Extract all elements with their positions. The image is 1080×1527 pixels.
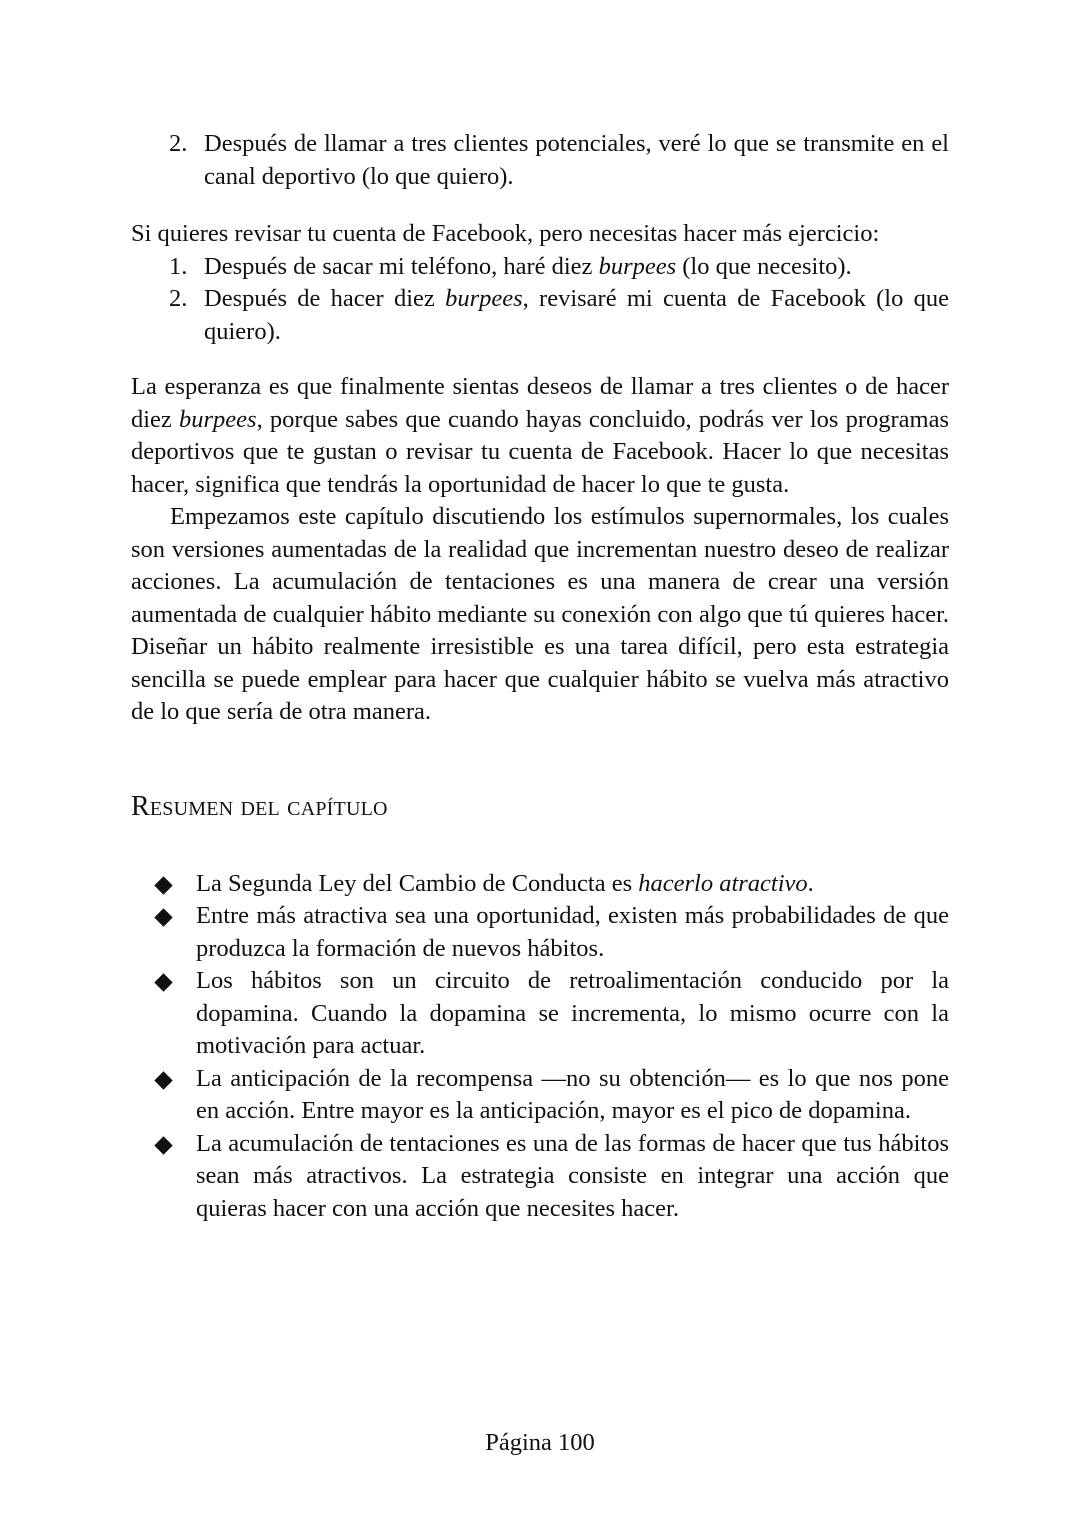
text-run: (lo que necesito). xyxy=(676,252,852,280)
text-run: La anticipación de la recompensa —no su obtención— es lo que nos pone en acción. Entre mayor es la anticipación, mayor es el pico de dopamina. xyxy=(196,1064,949,1124)
page-number: Página 100 xyxy=(485,1429,595,1456)
summary-item-text xyxy=(196,870,814,897)
italic-text: burpees xyxy=(598,252,677,280)
list-item-text xyxy=(204,285,949,345)
summary-heading: Resumen del capítulo xyxy=(131,790,388,822)
text-run: La esperanza es que finalmente sientas deseos de llamar a tres clientes o de hacer diez xyxy=(131,373,949,433)
summary-item xyxy=(131,965,949,1063)
text-run: Los hábitos son un circuito de retroalimentación conducido por la dopamina. Cuando la dopamina se incrementa, lo mismo ocurre con la motivación para actuar. xyxy=(196,967,949,1059)
list-item-text xyxy=(204,253,852,280)
italic-text: hacerlo atractivo xyxy=(638,869,808,897)
text-run: Entre más atractiva sea una oportunidad, existen más probabilidades de que produzca la formación de nuevos hábitos. xyxy=(196,902,949,962)
list-item xyxy=(131,128,949,193)
list-item xyxy=(131,251,949,284)
text-run: , revisaré mi cuenta de Facebook (lo que quiero). xyxy=(204,285,949,345)
text-run: Después de sacar mi teléfono, haré diez xyxy=(204,252,599,280)
list-number: 1. xyxy=(169,252,188,280)
list-number: 2. xyxy=(169,285,188,312)
summary-item xyxy=(131,1063,949,1128)
summary-item-text xyxy=(196,902,949,962)
summary-item-text xyxy=(196,1130,949,1222)
numbered-list-facebook xyxy=(131,251,949,349)
text-run: Después de llamar a tres clientes potenciales, veré lo que se transmite en el canal deportivo (lo que quiero). xyxy=(204,130,949,190)
italic-text: burpees xyxy=(179,405,257,433)
list-item xyxy=(131,283,949,348)
paragraph-facebook-intro: Si quieres revisar tu cuenta de Facebook, pero necesitas hacer más ejercicio: xyxy=(131,220,880,247)
summary-item xyxy=(131,900,949,965)
summary-list xyxy=(131,868,949,1226)
diamond-bullet-icon xyxy=(154,973,172,991)
summary-item xyxy=(131,868,949,901)
text-run: La acumulación de tentaciones es una de las formas de hacer que tus hábitos sean más atractivos. La estrategia consiste en integrar una acción que quieras hacer con una acción que necesites hacer. xyxy=(196,1129,949,1222)
diamond-bullet-icon xyxy=(154,1136,172,1154)
paragraph-chapter: Empezamos este capítulo discutiendo los estímulos supernormales, los cuales son versiones aumentadas de la realidad que incrementan nuestro deseo de realizar acciones. La acumulación de tentaciones es una manera de crear una versión aumentada de cualquier hábito mediante su conexión con algo que tú quieres hacer. Diseñar un hábito realmente irresistible es una tarea difícil, pero esta estrategia sencilla se puede emplear para hacer que cualquier hábito se vuelva más atractivo de lo que sería de otra manera. xyxy=(131,503,949,725)
diamond-bullet-icon xyxy=(154,876,172,894)
italic-text: burpees xyxy=(445,285,523,312)
summary-item-text xyxy=(196,967,949,1059)
paragraph-hope xyxy=(131,371,949,501)
summary-item xyxy=(131,1128,949,1226)
text-run: , porque sabes que cuando hayas concluido, podrás ver los programas deportivos que te gustan o revisar tu cuenta de Facebook. Hacer lo que necesitas hacer, significa que tendrás la oportunidad de hacer lo que te gusta. xyxy=(131,405,950,498)
list-number: 2. xyxy=(169,130,188,157)
text-run: Después de hacer diez xyxy=(204,285,446,312)
diamond-bullet-icon xyxy=(154,908,172,926)
list-item-text xyxy=(204,130,949,190)
text-run: . xyxy=(807,869,814,897)
numbered-list-top xyxy=(131,128,949,193)
summary-item-text xyxy=(196,1065,949,1125)
text-run: La Segunda Ley del Cambio de Conducta es xyxy=(196,869,639,897)
page-body xyxy=(131,128,949,1225)
diamond-bullet-icon xyxy=(154,1071,172,1089)
